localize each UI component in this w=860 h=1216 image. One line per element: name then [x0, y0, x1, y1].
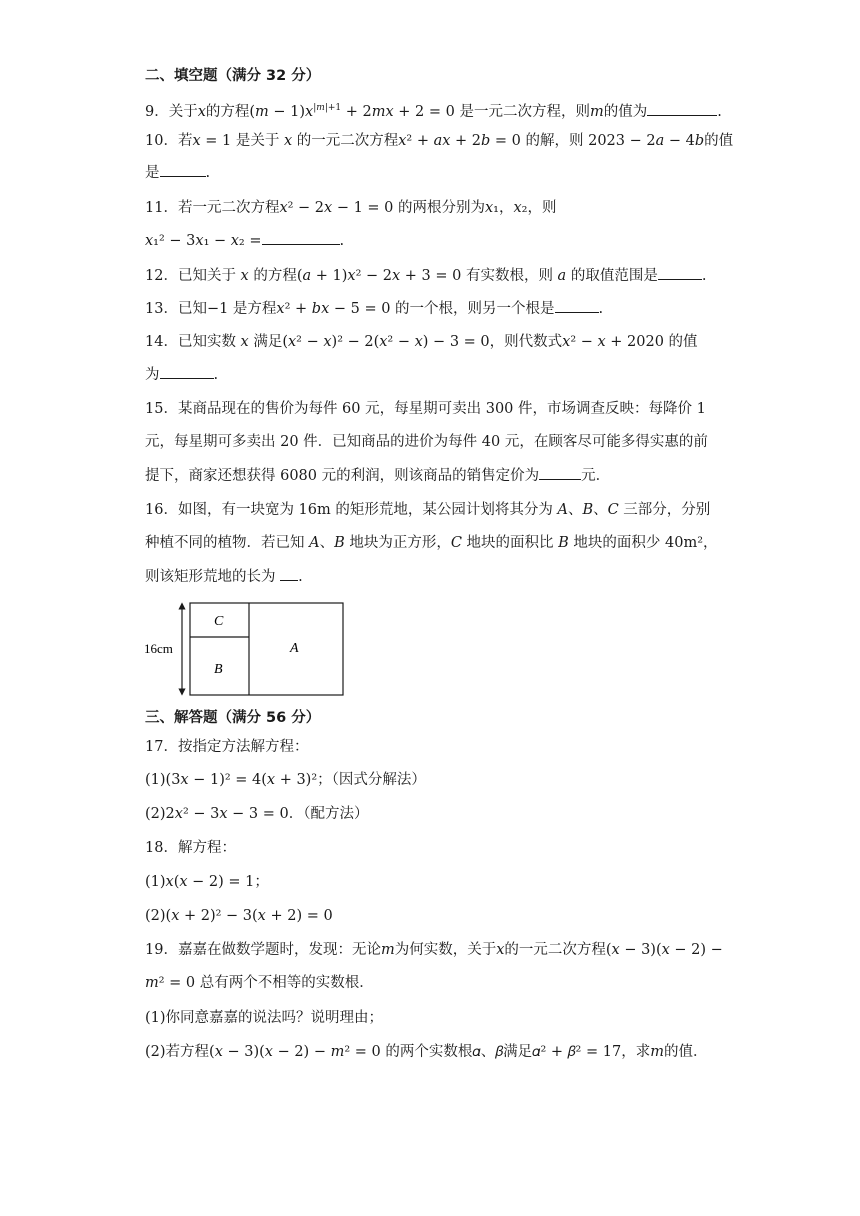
answer-blank[interactable] [658, 265, 702, 280]
answer-blank[interactable] [160, 162, 206, 177]
question-17-stem: 17．按指定方法解方程： [145, 739, 309, 755]
section-3-title: 三、解答题（满分 56 分） [145, 710, 321, 726]
answer-blank[interactable] [555, 298, 599, 313]
question-19-line1: 19．嘉嘉在做数学题时，发现：无论𝑚为何实数，关于𝑥的一元二次方程(𝑥 − 3)(𝑥 − 2) − [145, 942, 723, 958]
answer-blank[interactable] [539, 465, 581, 480]
question-12: 12．已知关于 𝑥 的方程(𝑎 + 1)𝑥² − 2𝑥 + 3 = 0 有实数根，则 𝑎 的取值范围是 . [145, 265, 706, 286]
question-18-part1: (1)𝑥(𝑥 − 2) = 1； [145, 874, 269, 890]
region-a-label: A [290, 641, 299, 656]
question-15-line2: 元，每星期可多卖出 20 件．已知商品的进价为每件 40 元，在顾客尽可能多得实惠的前 [145, 434, 708, 450]
question-11-line2: 𝑥₁² − 3𝑥₁ − 𝑥₂ = . [145, 230, 344, 251]
question-15-line3: 提下，商家还想获得 6080 元的利润，则该商品的销售定价为 元． [145, 465, 610, 486]
question-10-line2: 是 . [145, 162, 210, 183]
answer-blank[interactable] [262, 230, 340, 245]
question-18-part2: (2)(𝑥 + 2)² − 3(𝑥 + 2) = 0 [145, 908, 333, 924]
question-14-line1: 14．已知实数 𝑥 满足(𝑥² − 𝑥)² − 2(𝑥² − 𝑥) − 3 = 0，则代数式𝑥² − 𝑥 + 2020 的值 [145, 334, 698, 350]
question-18-stem: 18．解方程： [145, 840, 236, 856]
answer-blank[interactable] [647, 101, 717, 116]
question-9: 9．关于𝑥的方程(𝑚 − 1)𝑥$^{|𝑚|+1}$ + 2𝑚𝑥 + 2 = 0 是一元二次方程，则𝑚的值为 . [145, 98, 722, 122]
question-16-line2: 种植不同的植物．若已知 𝐴、𝐵 地块为正方形，𝐶 地块的面积比 𝐵 地块的面积少 40m²， [145, 535, 718, 551]
question-19-part1: (1)你同意嘉嘉的说法吗？说明理由； [145, 1010, 384, 1026]
question-17-part2: (2)2𝑥² − 3𝑥 − 3 = 0．（配方法） [145, 806, 369, 822]
answer-blank[interactable] [280, 566, 298, 581]
answer-blank[interactable] [160, 364, 214, 379]
question-13: 13．已知−1 是方程𝑥² + 𝑏𝑥 − 5 = 0 的一个根，则另一个根是 . [145, 298, 603, 319]
question-10-line1: 10．若𝑥 = 1 是关于 𝑥 的一元二次方程𝑥² + 𝑎𝑥 + 2𝑏 = 0 的解，则 2023 − 2𝑎 − 4𝑏的值 [145, 133, 734, 149]
question-17-part1: (1)(3𝑥 − 1)² = 4(𝑥 + 3)²；（因式分解法） [145, 772, 426, 788]
question-19-line2: 𝑚² = 0 总有两个不相等的实数根． [145, 975, 374, 991]
land-outline [190, 603, 343, 695]
question-11-line1: 11．若一元二次方程𝑥² − 2𝑥 − 1 = 0 的两根分别为𝑥₁，𝑥₂，则 [145, 200, 557, 216]
question-14-line2: 为 . [145, 364, 218, 385]
region-b-label: B [214, 662, 223, 677]
question-15-line1: 15．某商品现在的售价为每件 60 元，每星期可卖出 300 件，市场调查反映：每降价 1 [145, 401, 706, 417]
question-16-line3: 则该矩形荒地的长为 . [145, 566, 303, 587]
height-label: 16cm [144, 641, 173, 656]
question-19-part2: (2)若方程(𝑥 − 3)(𝑥 − 2) − 𝑚² = 0 的两个实数根𝛼、𝛽满足𝛼² + 𝛽² = 17，求𝑚的值． [145, 1044, 708, 1060]
question-16-line1: 16．如图，有一块宽为 16m 的矩形荒地，某公园计划将其分为 𝐴、𝐵、𝐶 三部分，分别 [145, 502, 711, 518]
section-2-title: 二、填空题（满分 32 分） [145, 68, 321, 84]
region-c-label: C [214, 614, 224, 629]
rectangle-land-figure [140, 598, 350, 698]
